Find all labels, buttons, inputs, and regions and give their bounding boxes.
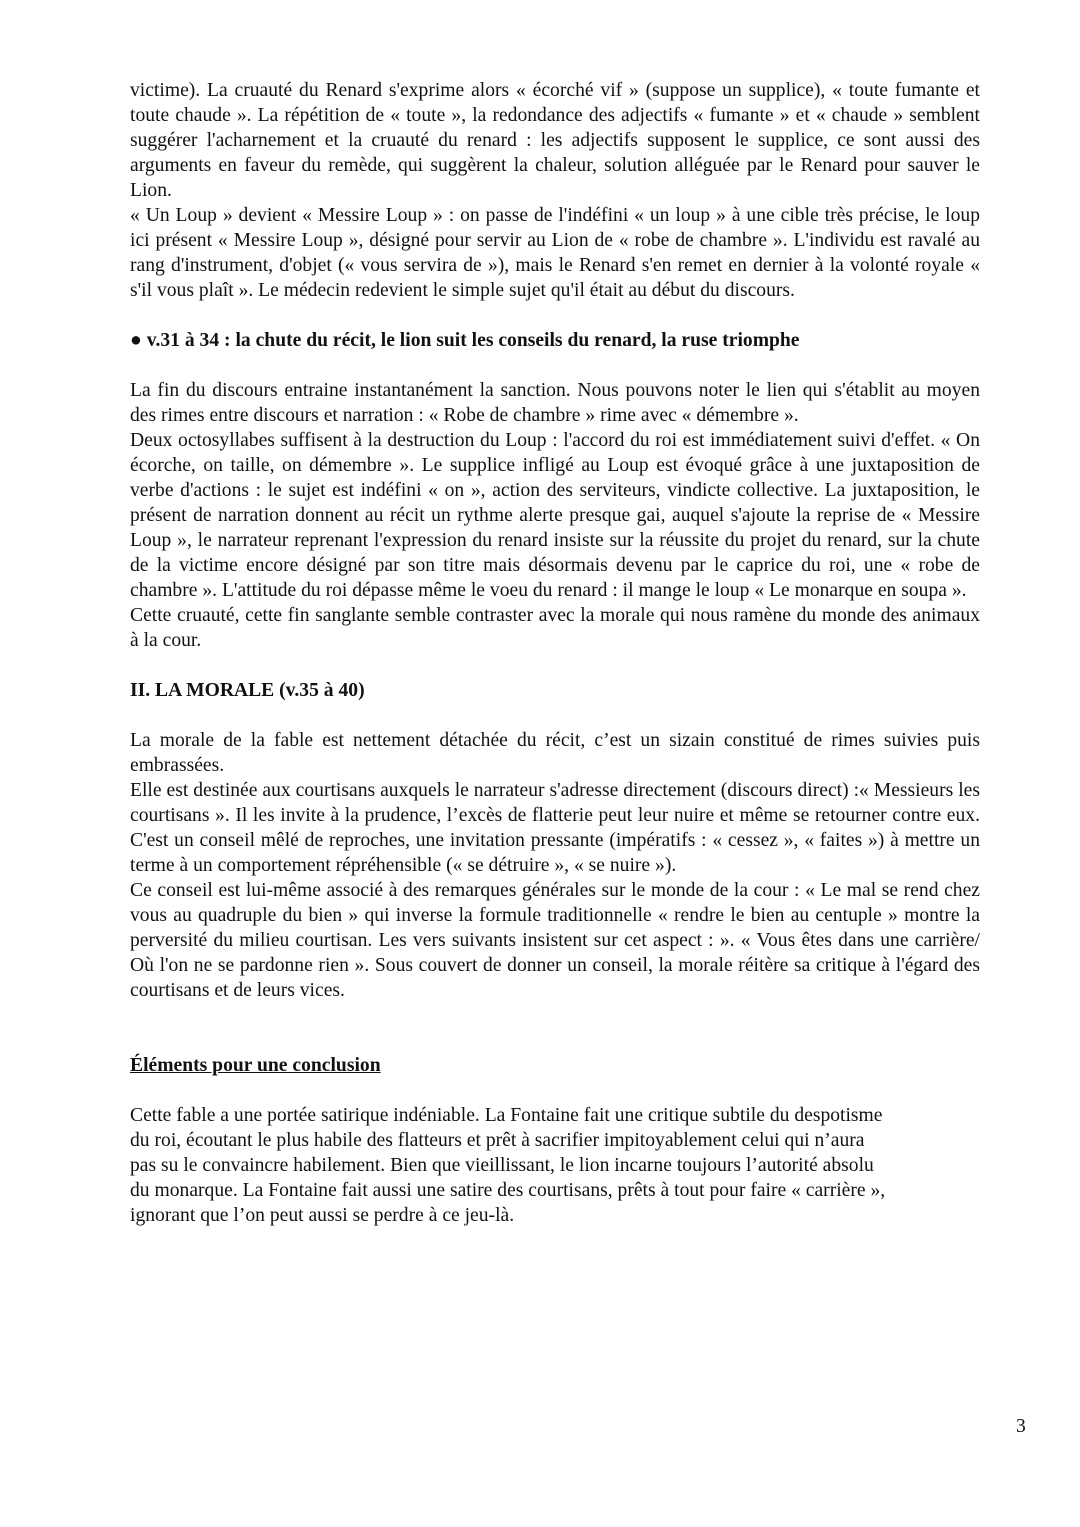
bullet-icon: ● xyxy=(130,330,142,351)
section-v31-heading xyxy=(130,328,980,353)
section-morale-paragraph-1: La morale de la fable est nettement détachée du récit, c’est un sizain constitué de rimes suivies puis embrassées. xyxy=(130,730,980,776)
conclusion-paragraph xyxy=(130,1103,980,1228)
conclusion-line: Cette fable a une portée satirique indéniable. La Fontaine fait une critique subtile du despotisme xyxy=(130,1105,883,1126)
section-v31-paragraph-3: Cette cruauté, cette fin sanglante semble contraster avec la morale qui nous ramène du monde des animaux à la cour. xyxy=(130,605,980,651)
conclusion-line: du roi, écoutant le plus habile des flatteurs et prêt à sacrifier impitoyablement celui qui n’aura xyxy=(130,1130,865,1151)
section-morale-paragraph-3: Ce conseil est lui-même associé à des remarques générales sur le monde de la cour : « Le mal se rend chez vous au quadruple du bien » qui inverse la formule traditionnelle « rendre le bien au centuple » montre la perversité du milieu courtisan. Les vers suivants insistent sur cet aspect : ». « Vous êtes dans une carrière/ Où l'on ne se pardonne rien ». Sous couvert de donner un conseil, la morale réitère sa critique à l'égard des courtisans et de leurs vices. xyxy=(130,880,980,1001)
section-v31-paragraph-2: Deux octosyllabes suffisent à la destruction du Loup : l'accord du roi est immédiatement suivi d'effet. « On écorche, on taille, on démembre ». Le supplice infligé au Loup est évoqué grâce à une juxtaposition de verbe d'actions : le sujet est indéfini « on », action des serviteurs, vindicte collective. La juxtaposition, le présent de narration donnent au récit un rythme alerte presque gai, auquel s'ajoute la reprise de « Messire Loup », le narrateur reprenant l'expression du renard insiste sur la réussite du projet du renard, sur la chute de la victime encore désigné par son titre mais désormais devenu par le caprice du roi, une « robe de chambre ». L'attitude du roi dépasse même le voeu du renard : il mange le loup « Le monarque en soupa ». xyxy=(130,430,980,601)
conclusion-line: ignorant que l’on peut aussi se perdre à ce jeu-là. xyxy=(130,1205,515,1226)
intro-paragraph-1: victime). La cruauté du Renard s'exprime alors « écorché vif » (suppose un supplice), « toute fumante et toute chaude ». La répétition de « toute », la redondance des adjectifs « fumante » et « chaude » semblent suggérer l'acharnement et la cruauté du renard : les adjectifs supposent le supplice, ce sont aussi des arguments en faveur du remède, qui suggèrent la chaleur, solution alléguée par le Renard pour sauver le Lion. xyxy=(130,80,980,201)
section-v31-paragraph-1: La fin du discours entraine instantanément la sanction. Nous pouvons noter le lien qui s'établit au moyen des rimes entre discours et narration : « Robe de chambre » rime avec « démembre ». xyxy=(130,380,980,426)
intro-paragraph-2: « Un Loup » devient « Messire Loup » : on passe de l'indéfini « un loup » à une cible très précise, le loup ici présent « Messire Loup », désigné pour servir au Lion de « robe de chambre ». L'individu est ravalé au rang d'instrument, d'objet (« vous servira de »), mais le Renard s'en remet en dernier à la volonté royale « s'il vous plaît ». Le médecin redevient le simple sujet qu'il était au début du discours. xyxy=(130,205,980,301)
section-v31-heading-text: v.31 à 34 : la chute du récit, le lion suit les conseils du renard, la ruse triomphe xyxy=(146,330,800,351)
conclusion-line: pas su le convaincre habilement. Bien que vieillissant, le lion incarne toujours l’autorité absolu xyxy=(130,1155,874,1176)
conclusion-heading: Éléments pour une conclusion xyxy=(130,1055,381,1076)
section-morale-heading: II. LA MORALE (v.35 à 40) xyxy=(130,680,365,701)
conclusion-line: du monarque. La Fontaine fait aussi une satire des courtisans, prêts à tout pour faire « carrière », xyxy=(130,1180,886,1201)
page-number: 3 xyxy=(1016,1416,1026,1437)
page-body xyxy=(130,78,980,1228)
section-morale-paragraph-2: Elle est destinée aux courtisans auxquels le narrateur s'adresse directement (discours direct) :« Messieurs les courtisans ». Il les invite à la prudence, l’excès de flatterie peut leur nuire et même se retourner contre eux. C'est un conseil mêlé de reproches, une invitation pressante (impératifs : « cessez », « faites ») à mettre un terme à un comportement répréhensible (« se détruire », « se nuire »). xyxy=(130,780,980,876)
